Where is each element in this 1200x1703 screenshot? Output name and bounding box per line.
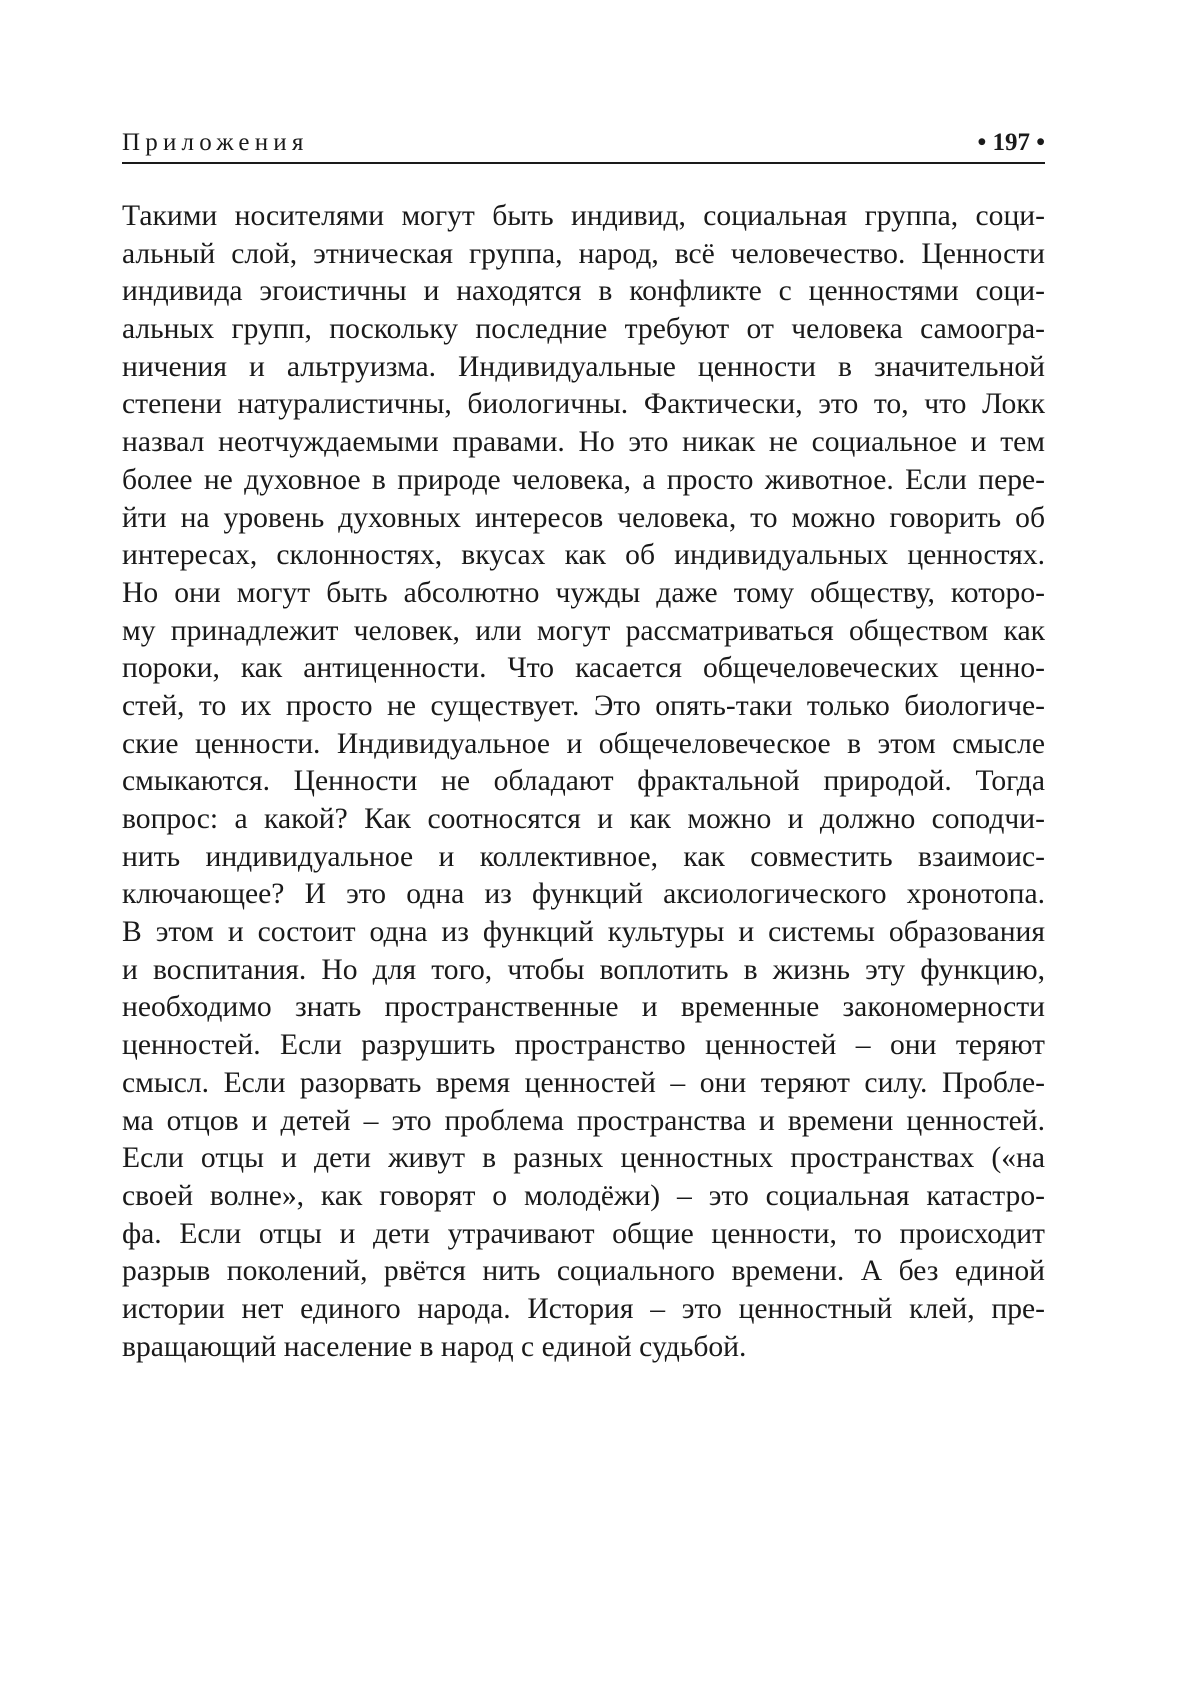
text-line: вращающий население в народ с единой судьбой. xyxy=(122,1330,747,1363)
text-line: пороки, как антиценности. Что касается общечеловеческих ценно- xyxy=(122,652,1045,685)
text-line: ские ценности. Индивидуальное и общечеловеческое в этом смысле xyxy=(122,727,1045,760)
body-paragraph xyxy=(122,198,1045,1366)
text-line: Если отцы и дети живут в разных ценностных пространствах («на xyxy=(122,1142,1045,1175)
text-line: и воспитания. Но для того, чтобы воплотить в жизнь эту функцию, xyxy=(122,953,1045,986)
text-line: йти на уровень духовных интересов человека, то можно говорить об xyxy=(122,501,1045,534)
text-line: В этом и состоит одна из функций культуры и системы образования xyxy=(122,916,1045,949)
text-line: вопрос: а какой? Как соотносятся и как можно и должно соподчи- xyxy=(122,803,1045,835)
running-header xyxy=(122,128,1045,164)
section-title: Приложения xyxy=(122,129,309,156)
text-line: своей волне», как говорят о молодёжи) – это социальная катастро- xyxy=(122,1179,1045,1212)
text-line: Но они могут быть абсолютно чужды даже тому обществу, которо- xyxy=(122,576,1045,609)
text-line: необходимо знать пространственные и временные закономерности xyxy=(122,991,1045,1024)
text-line: альных групп, поскольку последние требуют от человека самоогра- xyxy=(122,313,1045,346)
text-line: степени натуралистичны, биологичны. Фактически, это то, что Локк xyxy=(122,388,1045,421)
text-line: стей, то их просто не существует. Это опять-таки только биологиче- xyxy=(122,689,1045,722)
text-line: ма отцов и детей – это проблема пространства и времени ценностей. xyxy=(122,1104,1045,1137)
page-number: • 197 • xyxy=(977,129,1045,156)
text-line: ничения и альтруизма. Индивидуальные ценности в значительной xyxy=(122,350,1045,383)
text-line: разрыв поколений, рвётся нить социального времени. А без единой xyxy=(122,1255,1045,1288)
text-line: ключающее? И это одна из функций аксиологического хронотопа. xyxy=(122,878,1045,911)
text-line: смысл. Если разорвать время ценностей – они теряют силу. Пробле- xyxy=(122,1066,1045,1099)
text-line: индивида эгоистичны и находятся в конфликте с ценностями соци- xyxy=(122,275,1045,308)
text-line: фа. Если отцы и дети утрачивают общие ценности, то происходит xyxy=(122,1217,1045,1250)
text-line: му принадлежит человек, или могут рассматриваться обществом как xyxy=(122,614,1045,647)
text-line: назвал неотчуждаемыми правами. Но это никак не социальное и тем xyxy=(122,426,1045,459)
text-line: Такими носителями могут быть индивид, социальная группа, соци- xyxy=(122,200,1045,232)
text-line: более не духовное в природе человека, а просто животное. Если пере- xyxy=(122,463,1045,496)
text-line: ценностей. Если разрушить пространство ценностей – они теряют xyxy=(122,1029,1045,1062)
text-line: истории нет единого народа. История – это ценностный клей, пре- xyxy=(122,1292,1045,1325)
text-line: интересах, склонностях, вкусах как об индивидуальных ценностях. xyxy=(122,539,1045,572)
text-line: смыкаются. Ценности не обладают фрактальной природой. Тогда xyxy=(122,765,1045,798)
text-line: нить индивидуальное и коллективное, как совместить взаимоис- xyxy=(122,840,1045,873)
text-line: альный слой, этническая группа, народ, всё человечество. Ценности xyxy=(122,237,1045,270)
